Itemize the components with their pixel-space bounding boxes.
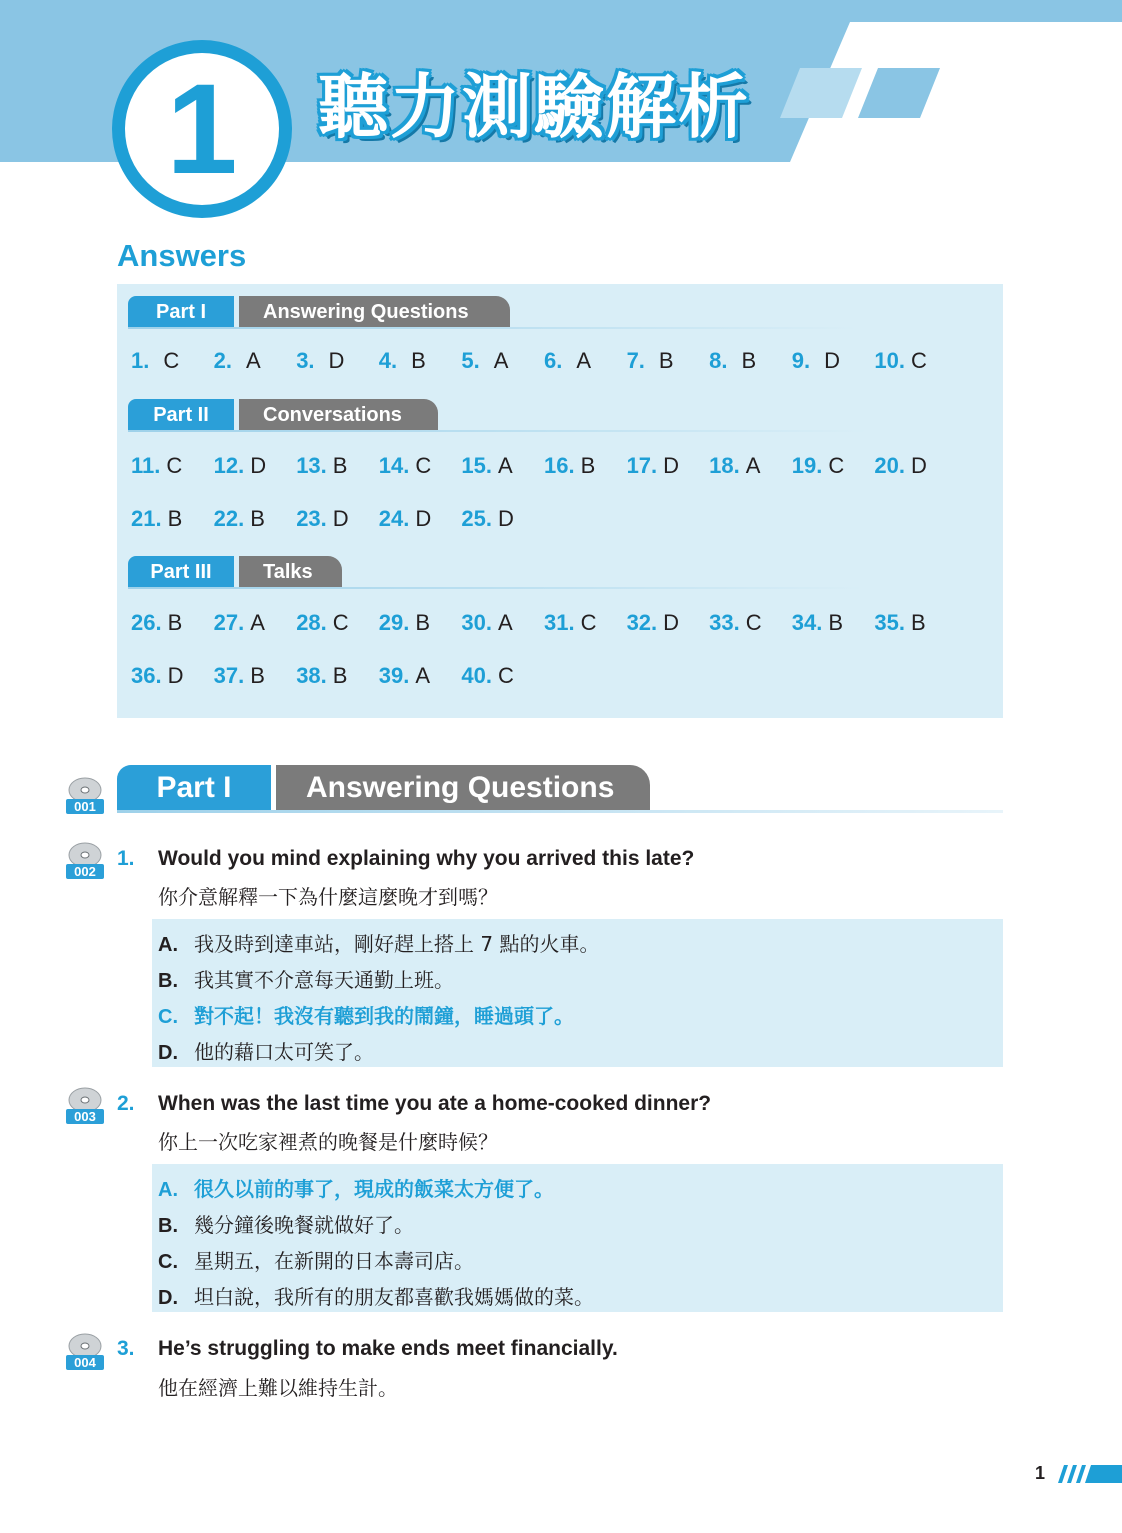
answer-item: 3. D: [296, 348, 345, 373]
answers-part1-row: [131, 348, 957, 374]
answers-part1-title: Answering Questions: [239, 296, 510, 328]
track-number: 004: [66, 1355, 104, 1370]
question-english: He’s struggling to make ends meet financially.: [158, 1337, 618, 1360]
chapter-title: 聽力測驗解析: [318, 66, 750, 148]
answer-item: 15. A: [461, 453, 513, 478]
answer-item: 9. D: [791, 348, 840, 373]
cd-icon: [66, 839, 104, 867]
options-box: [152, 919, 1003, 1067]
answer-item: 40. C: [461, 663, 514, 688]
answers-part2-tab: [128, 399, 438, 431]
section-title: Answering Questions: [276, 765, 650, 811]
answers-part3-row2: [131, 663, 544, 689]
answer-item: 18. A: [709, 453, 761, 478]
answer-item: 27. A: [213, 610, 265, 635]
question-number: 1.: [117, 847, 135, 870]
answer-item: 19. C: [791, 453, 845, 478]
cd-icon: [66, 1084, 104, 1112]
answer-item: 23. D: [296, 506, 349, 531]
option-c-correct: C. 對不起！我沒有聽到我的鬧鐘，睡過頭了。: [158, 1004, 574, 1028]
answers-part3-label: Part III: [128, 556, 234, 588]
answer-item: 1. C: [131, 348, 180, 373]
option-a-correct: A. 很久以前的事了，現成的飯菜太方便了。: [158, 1177, 554, 1201]
answer-item: 29. B: [378, 610, 431, 635]
answer-item: 5. A: [461, 348, 509, 373]
answer-item: 8. B: [709, 348, 757, 373]
option-d: D. 坦白說，我所有的朋友都喜歡我媽媽做的菜。: [158, 1285, 594, 1309]
answer-item: 26. B: [131, 610, 183, 635]
option-a: A. 我及時到達車站，剛好趕上搭上 7 點的火車。: [158, 932, 600, 956]
option-b: B. 幾分鐘後晚餐就做好了。: [158, 1213, 414, 1237]
answer-item: 13. B: [296, 453, 348, 478]
chapter-number-badge: [112, 40, 292, 218]
answer-item: 20. D: [874, 453, 927, 478]
audio-track-002[interactable]: [66, 839, 104, 879]
answer-item: 28. C: [296, 610, 349, 635]
page-number: 1: [1035, 1463, 1046, 1483]
answers-part2-label: Part II: [128, 399, 234, 431]
audio-track-004[interactable]: [66, 1330, 104, 1370]
answer-item: 30. A: [461, 610, 513, 635]
answer-item: 14. C: [378, 453, 432, 478]
question-number: 3.: [117, 1337, 135, 1360]
question-number: 2.: [117, 1092, 135, 1115]
answer-item: 38. B: [296, 663, 348, 688]
page-stripes-decoration: [1058, 1465, 1122, 1483]
section-part-label: Part I: [117, 765, 271, 811]
cd-icon: [66, 1330, 104, 1358]
option-c: C. 星期五，在新開的日本壽司店。: [158, 1249, 474, 1273]
question-chinese: 你上一次吃家裡煮的晚餐是什麼時候？: [158, 1130, 498, 1154]
answer-item: 4. B: [378, 348, 426, 373]
answer-item: 37. B: [213, 663, 265, 688]
answer-item: 11. C: [131, 453, 183, 478]
answer-item: 22. B: [213, 506, 265, 531]
answer-item: 2. A: [213, 348, 261, 373]
option-d: D. 他的藉口太可笑了。: [158, 1040, 374, 1064]
question-chinese: 你介意解釋一下為什麼這麼晚才到嗎？: [158, 885, 498, 909]
answers-part2-rule: [128, 430, 868, 432]
answers-part2-row1: [131, 453, 957, 479]
chapter-number: 1: [166, 58, 238, 201]
question-chinese: 他在經濟上難以維持生計。: [158, 1376, 398, 1400]
answers-part3-rule: [128, 587, 864, 589]
track-number: 002: [66, 864, 104, 879]
options-box: [152, 1164, 1003, 1312]
answers-part1-tab: [128, 296, 510, 328]
answer-item: 35. B: [874, 610, 926, 635]
answers-part1-rule: [128, 327, 858, 329]
answer-item: 10. C: [874, 348, 927, 373]
answer-item: 16. B: [543, 453, 596, 478]
section-rule: [117, 810, 1003, 813]
answers-part3-tab: [128, 556, 342, 588]
part1-section-tab: [117, 765, 650, 811]
answers-part3-row1: [131, 610, 957, 636]
answers-part1-label: Part I: [128, 296, 234, 328]
question-english: Would you mind explaining why you arrived this late?: [158, 847, 695, 870]
question-english: When was the last time you ate a home-cooked dinner?: [158, 1092, 712, 1115]
answer-item: 24. D: [378, 506, 432, 531]
answer-item: 17. D: [626, 453, 680, 478]
track-number: 001: [66, 799, 104, 814]
answer-item: 32. D: [626, 610, 680, 635]
track-number: 003: [66, 1109, 104, 1124]
answer-item: 21. B: [131, 506, 183, 531]
option-b: B. 我其實不介意每天通勤上班。: [158, 968, 454, 992]
cd-icon: [66, 774, 104, 802]
audio-track-001[interactable]: [66, 774, 104, 814]
answers-part2-title: Conversations: [239, 399, 438, 431]
answers-box: [117, 284, 1003, 718]
answer-item: 6. A: [543, 348, 592, 373]
answer-item: 36. D: [131, 663, 184, 688]
answer-item: 39. A: [378, 663, 431, 688]
answers-part3-title: Talks: [239, 556, 342, 588]
answer-item: 34. B: [791, 610, 844, 635]
answer-item: 25. D: [461, 506, 514, 531]
answers-heading: Answers: [117, 238, 247, 273]
answers-part2-row2: [131, 506, 544, 532]
answer-item: 12. D: [213, 453, 267, 478]
answer-item: 33. C: [709, 610, 762, 635]
answer-item: 31. C: [543, 610, 597, 635]
answer-item: 7. B: [626, 348, 674, 373]
audio-track-003[interactable]: [66, 1084, 104, 1124]
